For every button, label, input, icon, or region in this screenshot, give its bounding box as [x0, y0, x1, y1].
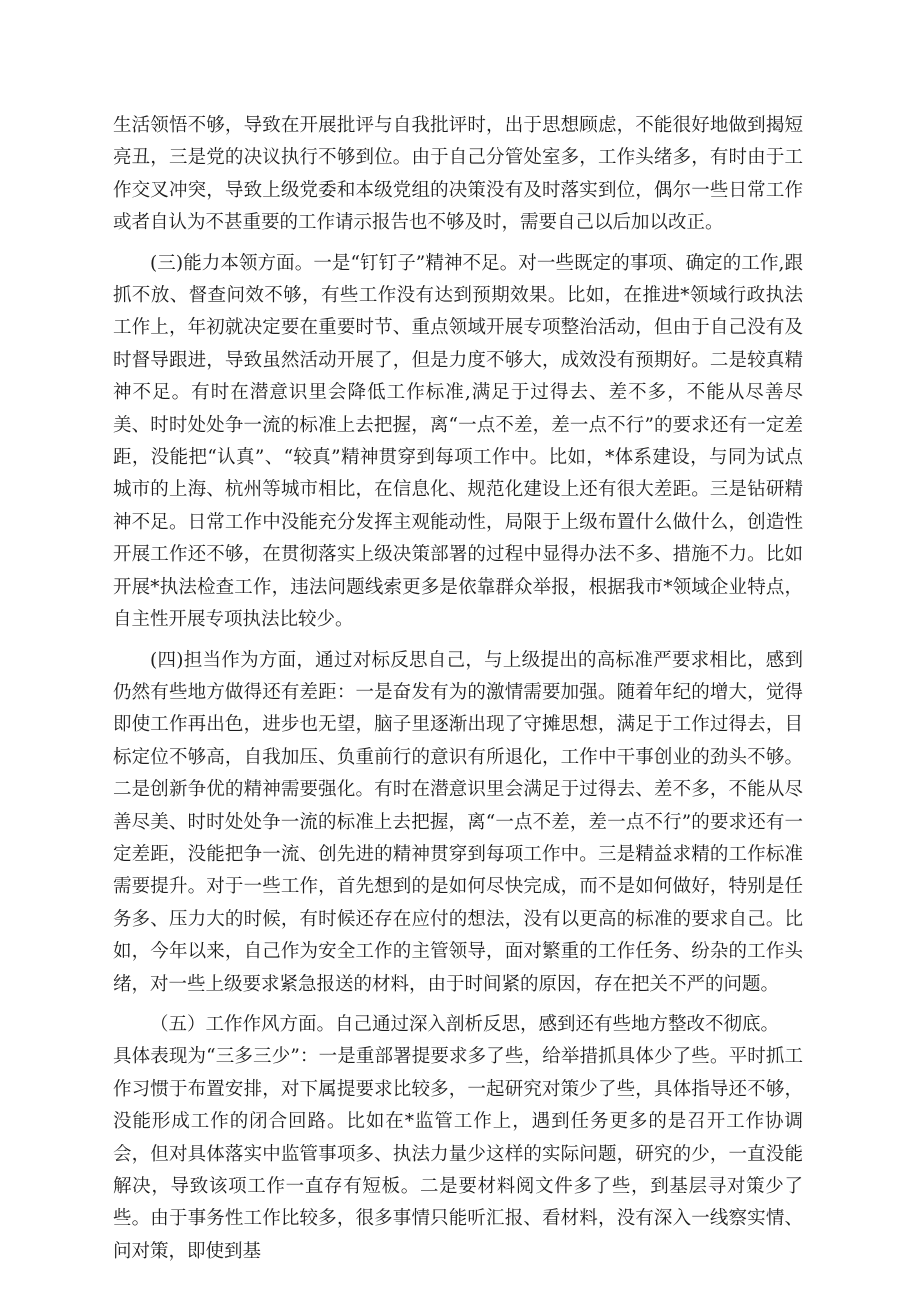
paragraph-capability: (三)能力本领方面。一是“钉钉子”精神不足。对一些既定的事项、确定的工作,跟抓不放、督查问效不够，有些工作没有达到预期效果。比如，在推进*领域行政执法工作上，年初就决定要在重要时节、重点领域开展专项整治活动，但由于自己没有及时督导跟进，导致虽然活动开展了，但是力度不够大，成效没有预期好。二是较真精神不足。有时在潜意识里会降低工作标准,满足于过得去、差不多，不能从尽善尽美、时时处处争一流的标准上去把握，离“一点不差，差一点不行”的要求还有一定差距，没能把“认真”、“较真”精神贯穿到每项工作中。比如，*体系建设，与同为试点城市的上海、杭州等城市相比，在信息化、规范化建设上还有很大差距。三是钻研精神不足。日常工作中没能充分发挥主观能动性，局限于上级布置什么做什么，创造性开展工作还不够，在贯彻落实上级决策部署的过程中显得办法不多、措施不力。比如开展*执法检查工作，违法问题线索更多是依靠群众举报，根据我市*领域企业特点，自主性开展专项执法比较少。	[113, 252, 803, 631]
document-body	[113, 110, 803, 1268]
paragraph-work-style-heading: （五）工作作风方面。自己通过深入剖析反思，感到还有些地方整改不彻底。	[150, 1013, 780, 1035]
paragraph-work-style-body: 具体表现为“三多三少”：一是重部署提要求多了些，给举措抓具体少了些。平时抓工作习惯于布置安排，对下属提要求比较多，一起研究对策少了些，具体指导还不够，没能形成工作的闭合回路。比如在*监管工作上，遇到任务更多的是召开工作协调会，但对具体落实中监管事项多、执法力量少这样的实际问题，研究的少，一直没能解决，导致该项工作一直存有短板。二是要材料阅文件多了些，到基层寻对策少了些。由于事务性工作比较多，很多事情只能听汇报、看材料，没有深入一线察实情、问对策，即使到基	[113, 1046, 803, 1262]
paragraph-work-style	[113, 1009, 803, 1268]
paragraph-responsibility: (四)担当作为方面，通过对标反思自己，与上级提出的高标准严要求相比，感到仍然有些地方做得还有差距：一是奋发有为的激情需要加强。随着年纪的增大，觉得即使工作再出色，进步也无望，脑子里逐渐出现了守摊思想，满足于工作过得去，目标定位不够高，自我加压、负重前行的意识有所退化，工作中干事创业的劲头不够。二是创新争优的精神需要强化。有时在潜意识里会满足于过得去、差不多，不能从尽善尽美、时时处处争一流的标准上去把握，离“一点不差，差一点不行”的要求还有一定差距，没能把争一流、创先进的精神贯穿到每项工作中。三是精益求精的工作标准需要提升。对于一些工作，首先想到的是如何尽快完成，而不是如何做好，特别是任务多、压力大的时候，有时候还存在应付的想法，没有以更高的标准的要求自己。比如，今年以来，自己作为安全工作的主管领导，面对繁重的工作任务、纷杂的工作头绪，对一些上级要求紧急报送的材料，由于时间紧的原因，存在把关不严的问题。	[113, 649, 803, 995]
paragraph-party-resolution: 生活领悟不够，导致在开展批评与自我批评时，出于思想顾虑，不能很好地做到揭短亮丑，三是党的决议执行不够到位。由于自己分管处室多，工作头绪多，有时由于工作交叉冲突，导致上级党委和本级党组的决策没有及时落实到位，偶尔一些日常工作或者自认为不甚重要的工作请示报告也不够及时，需要自己以后加以改正。	[113, 115, 803, 234]
